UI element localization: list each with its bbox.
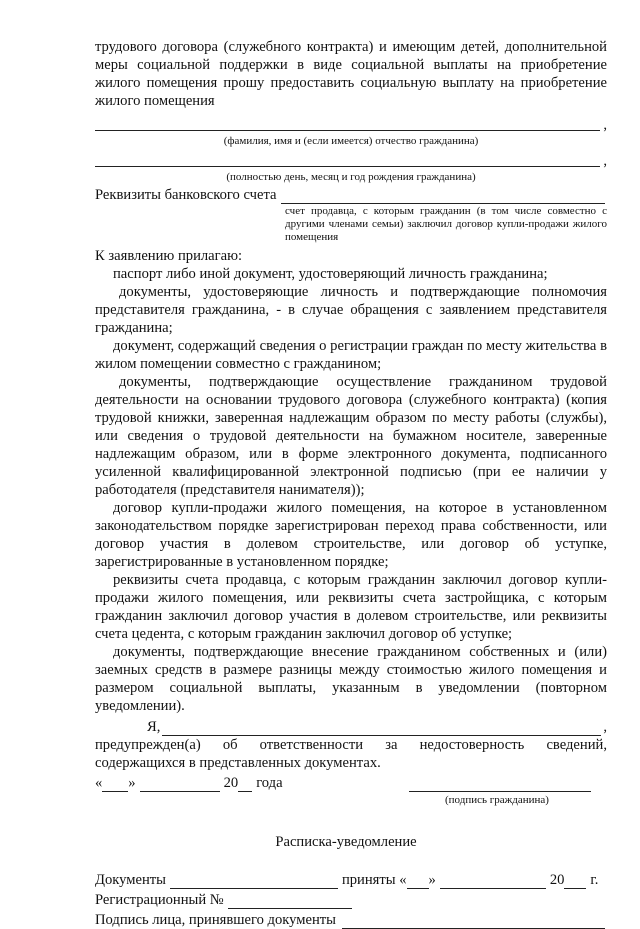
intro-paragraph: трудового договора (служебного контракта) и имеющим детей, дополнительной меры социальной поддержки в виде социальной выплаты на приобретение жилого помещения прошу предоставить социальную выплату на приобретение жилого помещения	[95, 39, 607, 109]
receipt-year-field[interactable]	[564, 874, 586, 889]
attachment-item: документ, содержащий сведения о регистрации граждан по месту жительства в жилом помещении совместно с гражданином;	[95, 338, 607, 372]
receipt-reg-row: Регистрационный №	[95, 891, 607, 909]
receipt-month-field[interactable]	[440, 874, 546, 889]
signature-caption: (подпись гражданина)	[445, 794, 549, 806]
dob-field[interactable]: ,	[95, 152, 607, 170]
fio-field[interactable]: ,	[95, 116, 607, 134]
month-field[interactable]	[140, 777, 220, 792]
attachment-item: документы, подтверждающие внесение гражданином собственных и (или) заемных средств в размере разницы между стоимостью жилого помещения и размером социальной выплаты, указанным в уведомлении (повторном уведомлении).	[95, 644, 607, 714]
receipt-reg-field[interactable]	[228, 894, 352, 909]
attachments-list	[95, 265, 607, 715]
signature-field[interactable]	[409, 777, 591, 792]
application-form	[95, 38, 607, 929]
attach-heading: К заявлению прилагаю:	[95, 248, 243, 264]
bank-row	[95, 186, 607, 204]
receipt-documents-field[interactable]	[170, 874, 338, 889]
receipt-signer-row: Подпись лица, принявшего документы	[95, 911, 607, 929]
warned-text: предупрежден(а) об ответственности за недостоверность сведений, содержащихся в представленных документах.	[95, 737, 607, 771]
year-field[interactable]	[238, 777, 252, 792]
bank-label: Реквизиты банковского счета	[95, 187, 277, 203]
receipt-documents-row: Документы приняты « » 20 г.	[95, 872, 599, 888]
receipt-day-field[interactable]	[407, 874, 429, 889]
fio-caption: (фамилия, имя и (если имеется) отчество гражданина)	[223, 135, 479, 147]
receipt-signer-field[interactable]	[342, 914, 605, 929]
day-field[interactable]	[102, 777, 128, 792]
bank-account-field[interactable]	[281, 189, 606, 204]
ya-row: Я, ,	[147, 719, 607, 735]
ya-label: Я,	[147, 719, 161, 735]
date-signature-row: « » 20 года	[95, 774, 607, 792]
attachment-item: договор купли-продажи жилого помещения, на которое в установленном законодательством порядке зарегистрирован переход права собственности, или договор участия в долевом строительстве, или договор об уступке, зарегистрированные в установленном порядке;	[95, 500, 607, 570]
attachment-item: документы, удостоверяющие личность и подтверждающие полномочия представителя гражданина, - в случае обращения с заявлением представителя гражданина;	[95, 284, 607, 336]
attachment-item: реквизиты счета продавца, с которым гражданин заключил договор купли-продажи жилого помещения, или реквизиты счета застройщика, с которым гражданин заключил договор участия в долевом строительстве, или реквизиты счета цедента, с которым гражданин заключил договор об уступке;	[95, 572, 607, 642]
bank-note: счет продавца, с которым гражданин (в том числе совместно с другими членами семьи) заключил договор купли-продажи жилого помещения	[285, 205, 607, 243]
receipt-title: Расписка-уведомление	[275, 834, 417, 850]
dob-caption: (полностью день, месяц и год рождения гражданина)	[226, 171, 476, 183]
attachment-item: паспорт либо иной документ, удостоверяющий личность гражданина;	[113, 266, 548, 282]
ya-name-field[interactable]	[162, 721, 601, 736]
attachment-item: документы, подтверждающие осуществление гражданином трудовой деятельности на основании трудового договора (служебного контракта) (копия трудовой книжки, заверенная надлежащим образом по месту работы (службы), или сведения о трудовой деятельности на бумажном носителе, заверенные надлежащим образом, или в форме электронного документа, подписанного усиленной квалифицированной электронной подписью (при ее наличии у работодателя (представителя нанимателя));	[95, 374, 607, 498]
